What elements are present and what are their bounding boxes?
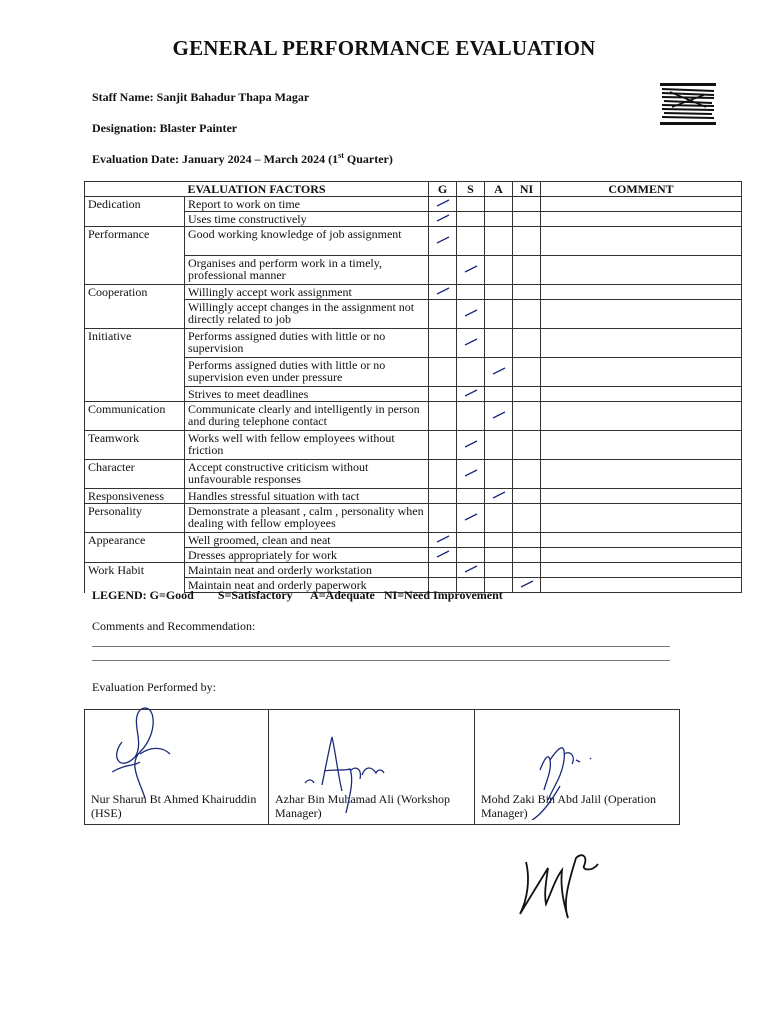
- table-row: [85, 533, 742, 548]
- rating-cell-ni: [513, 402, 541, 431]
- rating-cell-g: [429, 300, 457, 329]
- evaluation-date: [92, 151, 393, 167]
- tick-mark-icon: [462, 264, 480, 274]
- rating-cell-s: [457, 387, 485, 402]
- rating-cell-a: [485, 285, 513, 300]
- table-row: [85, 563, 742, 578]
- designation: [92, 121, 237, 136]
- comment-line-2: [92, 660, 670, 661]
- factor-cell: Strives to meet deadlines: [185, 387, 429, 402]
- rating-cell-a: [485, 548, 513, 563]
- rating-cell-g: [429, 285, 457, 300]
- tick-mark-icon: [434, 549, 452, 559]
- rating-cell-s: [457, 329, 485, 358]
- rating-cell-ni: [513, 533, 541, 548]
- category-cell: Cooperation: [85, 285, 185, 300]
- factor-cell: Maintain neat and orderly workstation: [185, 563, 429, 578]
- rating-cell-a: [485, 504, 513, 533]
- comment-cell: [541, 402, 742, 431]
- factor-cell: Uses time constructively: [185, 212, 429, 227]
- rating-cell-s: [457, 460, 485, 489]
- rating-cell-a: [485, 489, 513, 504]
- table-row: [85, 256, 742, 285]
- table-row: [85, 431, 742, 460]
- comment-cell: [541, 387, 742, 402]
- rating-cell-s: [457, 402, 485, 431]
- rating-cell-g: [429, 431, 457, 460]
- factor-cell: Dresses appropriately for work: [185, 548, 429, 563]
- category-cell: [85, 387, 185, 402]
- comment-cell: [541, 300, 742, 329]
- staff-name-value: Sanjit Bahadur Thapa Magar: [156, 90, 310, 104]
- rating-cell-s: [457, 300, 485, 329]
- rating-cell-s: [457, 285, 485, 300]
- comments-label: Comments and Recommendation:: [92, 619, 256, 633]
- rating-cell-a: [485, 256, 513, 285]
- comment-cell: [541, 256, 742, 285]
- rating-cell-s: [457, 358, 485, 387]
- rating-cell-ni: [513, 548, 541, 563]
- designation-label: Designation:: [92, 121, 157, 135]
- category-cell: [85, 548, 185, 563]
- table-row: [85, 402, 742, 431]
- table-row: [85, 460, 742, 489]
- rating-cell-ni: [513, 329, 541, 358]
- tick-mark-icon: [462, 388, 480, 398]
- comment-cell: [541, 578, 742, 593]
- signature-operation: [520, 730, 610, 820]
- signature-staff: [512, 848, 612, 920]
- comment-cell: [541, 504, 742, 533]
- rating-cell-a: [485, 300, 513, 329]
- factor-cell: Handles stressful situation with tact: [185, 489, 429, 504]
- rating-cell-ni: [513, 300, 541, 329]
- staff-name-label: Staff Name:: [92, 90, 154, 104]
- factor-cell: Willingly accept work assignment: [185, 285, 429, 300]
- table-row: [85, 300, 742, 329]
- category-cell: [85, 212, 185, 227]
- factor-cell: Communicate clearly and intelligently in person and during telephone contact: [185, 402, 429, 431]
- table-row: [85, 329, 742, 358]
- category-cell: Dedication: [85, 197, 185, 212]
- table-row: [85, 358, 742, 387]
- tick-mark-icon: [490, 410, 508, 420]
- category-cell: [85, 358, 185, 387]
- signatory-name: Nur Sharun Bt Ahmed Khairuddin (HSE): [91, 792, 257, 820]
- comment-cell: [541, 227, 742, 256]
- rating-cell-ni: [513, 563, 541, 578]
- header-ni: NI: [513, 182, 541, 197]
- rating-cell-ni: [513, 431, 541, 460]
- comment-cell: [541, 460, 742, 489]
- rating-cell-g: [429, 504, 457, 533]
- factor-cell: Maintain neat and orderly paperwork: [185, 578, 429, 593]
- factor-cell: Performs assigned duties with little or no supervision even under pressure: [185, 358, 429, 387]
- barcode-stamp-icon: [660, 83, 716, 130]
- rating-cell-s: [457, 227, 485, 256]
- category-cell: Work Habit: [85, 563, 185, 578]
- designation-value: Blaster Painter: [159, 121, 238, 135]
- table-row: [85, 227, 742, 256]
- tick-mark-icon: [462, 468, 480, 478]
- tick-mark-icon: [434, 534, 452, 544]
- factor-cell: Report to work on time: [185, 197, 429, 212]
- tick-mark-icon: [490, 366, 508, 376]
- comment-cell: [541, 212, 742, 227]
- tick-mark-icon: [434, 198, 452, 208]
- factor-cell: Accept constructive criticism without unfavourable responses: [185, 460, 429, 489]
- signatory-name: Azhar Bin Muhamad Ali (Workshop Manager): [275, 792, 451, 820]
- factor-cell: Well groomed, clean and neat: [185, 533, 429, 548]
- rating-cell-a: [485, 402, 513, 431]
- legend: LEGEND: G=Good S=Satisfactory A=Adequate NI=Need Improvement: [92, 588, 503, 602]
- rating-cell-ni: [513, 489, 541, 504]
- rating-cell-ni: [513, 358, 541, 387]
- evaluation-date-label: Evaluation Date:: [92, 152, 179, 166]
- rating-cell-a: [485, 358, 513, 387]
- tick-mark-icon: [434, 235, 452, 245]
- table-row: [85, 489, 742, 504]
- rating-cell-g: [429, 197, 457, 212]
- rating-cell-a: [485, 533, 513, 548]
- category-cell: Character: [85, 460, 185, 489]
- rating-cell-a: [485, 460, 513, 489]
- rating-cell-g: [429, 358, 457, 387]
- table-row: [85, 285, 742, 300]
- comment-cell: [541, 358, 742, 387]
- evaluation-date-sup: st: [338, 151, 344, 160]
- rating-cell-ni: [513, 578, 541, 593]
- comment-cell: [541, 431, 742, 460]
- comment-cell: [541, 563, 742, 578]
- rating-cell-a: [485, 212, 513, 227]
- category-cell: [85, 300, 185, 329]
- rating-cell-g: [429, 460, 457, 489]
- rating-cell-g: [429, 212, 457, 227]
- rating-cell-s: [457, 212, 485, 227]
- header-a: A: [485, 182, 513, 197]
- header-g: G: [429, 182, 457, 197]
- rating-cell-ni: [513, 212, 541, 227]
- header-comment: COMMENT: [541, 182, 742, 197]
- rating-cell-s: [457, 563, 485, 578]
- category-cell: Initiative: [85, 329, 185, 358]
- rating-cell-s: [457, 533, 485, 548]
- evaluation-date-prefix: January 2024 – March 2024 (1: [182, 152, 339, 166]
- rating-cell-s: [457, 431, 485, 460]
- rating-cell-a: [485, 197, 513, 212]
- rating-cell-ni: [513, 256, 541, 285]
- table-row: [85, 212, 742, 227]
- rating-cell-ni: [513, 227, 541, 256]
- rating-cell-a: [485, 329, 513, 358]
- comment-cell: [541, 329, 742, 358]
- rating-cell-a: [485, 431, 513, 460]
- comment-cell: [541, 489, 742, 504]
- factor-cell: Willingly accept changes in the assignment not directly related to job: [185, 300, 429, 329]
- performed-by-label: Evaluation Performed by:: [92, 680, 216, 694]
- tick-mark-icon: [462, 308, 480, 318]
- staff-name: [92, 90, 309, 105]
- rating-cell-ni: [513, 504, 541, 533]
- signature-workshop: [300, 735, 390, 815]
- evaluation-date-suffix: Quarter): [343, 152, 393, 166]
- tick-mark-icon: [518, 579, 536, 589]
- table-row: [85, 387, 742, 402]
- rating-cell-g: [429, 548, 457, 563]
- factor-cell: Works well with fellow employees without friction: [185, 431, 429, 460]
- tick-mark-icon: [462, 337, 480, 347]
- rating-cell-ni: [513, 197, 541, 212]
- rating-cell-s: [457, 256, 485, 285]
- rating-cell-g: [429, 563, 457, 578]
- rating-cell-s: [457, 489, 485, 504]
- factor-cell: Demonstrate a pleasant , calm , personality when dealing with fellow employees: [185, 504, 429, 533]
- tick-mark-icon: [434, 286, 452, 296]
- header-s: S: [457, 182, 485, 197]
- category-cell: Personality: [85, 504, 185, 533]
- tick-mark-icon: [490, 490, 508, 500]
- comment-cell: [541, 548, 742, 563]
- table-row: [85, 504, 742, 533]
- header-evaluation-factors: EVALUATION FACTORS: [85, 182, 429, 197]
- category-cell: Performance: [85, 227, 185, 256]
- rating-cell-ni: [513, 285, 541, 300]
- rating-cell-ni: [513, 460, 541, 489]
- rating-cell-g: [429, 256, 457, 285]
- tick-mark-icon: [434, 213, 452, 223]
- rating-cell-s: [457, 504, 485, 533]
- tick-mark-icon: [462, 564, 480, 574]
- tick-mark-icon: [462, 512, 480, 522]
- tick-mark-icon: [462, 439, 480, 449]
- rating-cell-ni: [513, 387, 541, 402]
- rating-cell-s: [457, 197, 485, 212]
- rating-cell-g: [429, 489, 457, 504]
- rating-cell-a: [485, 227, 513, 256]
- category-cell: Communication: [85, 402, 185, 431]
- comment-cell: [541, 285, 742, 300]
- comment-cell: [541, 197, 742, 212]
- table-row: [85, 197, 742, 212]
- comment-line-1: [92, 646, 670, 647]
- rating-cell-g: [429, 227, 457, 256]
- factor-cell: Good working knowledge of job assignment: [185, 227, 429, 256]
- category-cell: Responsiveness: [85, 489, 185, 504]
- page-title: GENERAL PERFORMANCE EVALUATION: [172, 36, 596, 60]
- comment-cell: [541, 533, 742, 548]
- signatory-name: Mohd Zaki Bin Abd Jalil (Operation Manager): [481, 792, 656, 820]
- factor-cell: Organises and perform work in a timely, professional manner: [185, 256, 429, 285]
- table-header-row: [85, 182, 742, 197]
- category-cell: [85, 256, 185, 285]
- rating-cell-g: [429, 329, 457, 358]
- rating-cell-g: [429, 402, 457, 431]
- category-cell: Appearance: [85, 533, 185, 548]
- rating-cell-a: [485, 563, 513, 578]
- rating-cell-a: [485, 387, 513, 402]
- signature-hse: [100, 702, 190, 802]
- table-row: [85, 548, 742, 563]
- factor-cell: Performs assigned duties with little or no supervision: [185, 329, 429, 358]
- rating-cell-s: [457, 548, 485, 563]
- rating-cell-g: [429, 387, 457, 402]
- rating-cell-g: [429, 533, 457, 548]
- evaluation-table: [84, 181, 742, 593]
- category-cell: Teamwork: [85, 431, 185, 460]
